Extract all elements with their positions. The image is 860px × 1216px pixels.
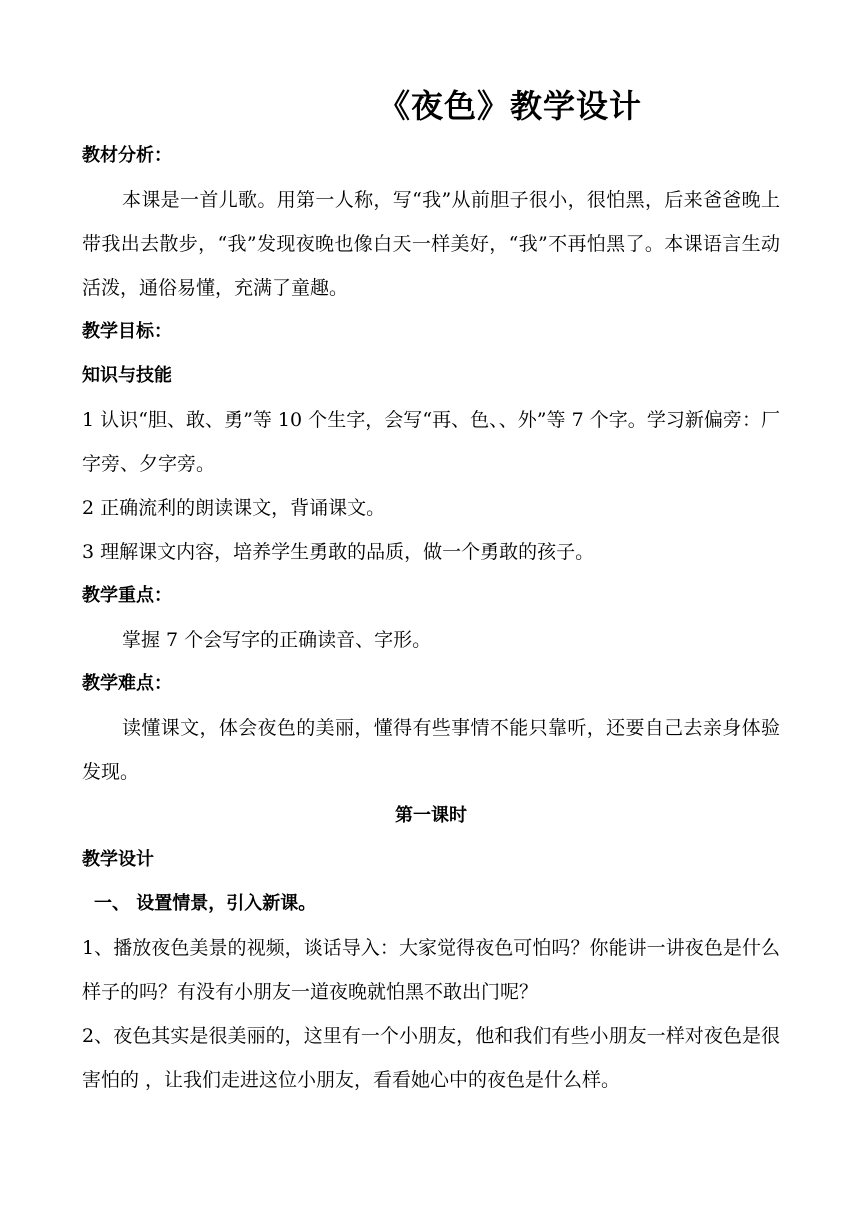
difficulty-heading: 教学难点：: [82, 673, 172, 694]
step-1-item-2: 2、夜色其实是很美丽的，这里有一个小朋友，他和我们有些小朋友一样对夜色是很害怕的 ，让我们走进这位小朋友，看看她心中的夜色是什么样。: [82, 1025, 780, 1091]
focus-heading: 教学重点：: [82, 585, 172, 606]
goal-item-1: 1 认识“胆、敢、勇”等 10 个生字，会写“再、色、、外”等 7 个字。学习新偏旁：厂字旁、夕字旁。: [82, 409, 780, 475]
goal-item-2: 2 正确流利的朗读课文，背诵课文。: [82, 497, 386, 519]
goals-heading: 教学目标：: [82, 321, 172, 342]
lesson-heading: 第一课时: [395, 805, 467, 826]
goal-item-3: 3 理解课文内容，培养学生勇敢的品质，做一个勇敢的孩子。: [82, 541, 595, 563]
difficulty-paragraph: 读懂课文，体会夜色的美丽，懂得有些事情不能只靠听，还要自己去亲身体验发现。: [82, 717, 780, 783]
skills-heading: 知识与技能: [82, 365, 172, 386]
analysis-heading: 教材分析：: [82, 145, 172, 166]
design-heading: 教学设计: [82, 849, 154, 870]
step-1-heading: 一、 设置情景，引入新课。: [94, 893, 317, 914]
analysis-paragraph: 本课是一首儿歌。用第一人称，写“我”从前胆子很小，很怕黑，后来爸爸晚上带我出去散步，“我”发现夜晚也像白天一样美好，“我”不再怕黑了。本课语言生动活泼，通俗易懂，充满了童趣。: [82, 189, 780, 299]
document-title: 《夜色》教学设计: [377, 87, 642, 125]
document-body: [82, 134, 780, 1102]
focus-paragraph: 掌握 7 个会写字的正确读音、字形。: [122, 629, 432, 651]
step-1-item-1: 1、播放夜色美景的视频，谈话导入：大家觉得夜色可怕吗？你能讲一讲夜色是什么样子的吗？有没有小朋友一道夜晚就怕黑不敢出门呢？: [82, 937, 780, 1003]
